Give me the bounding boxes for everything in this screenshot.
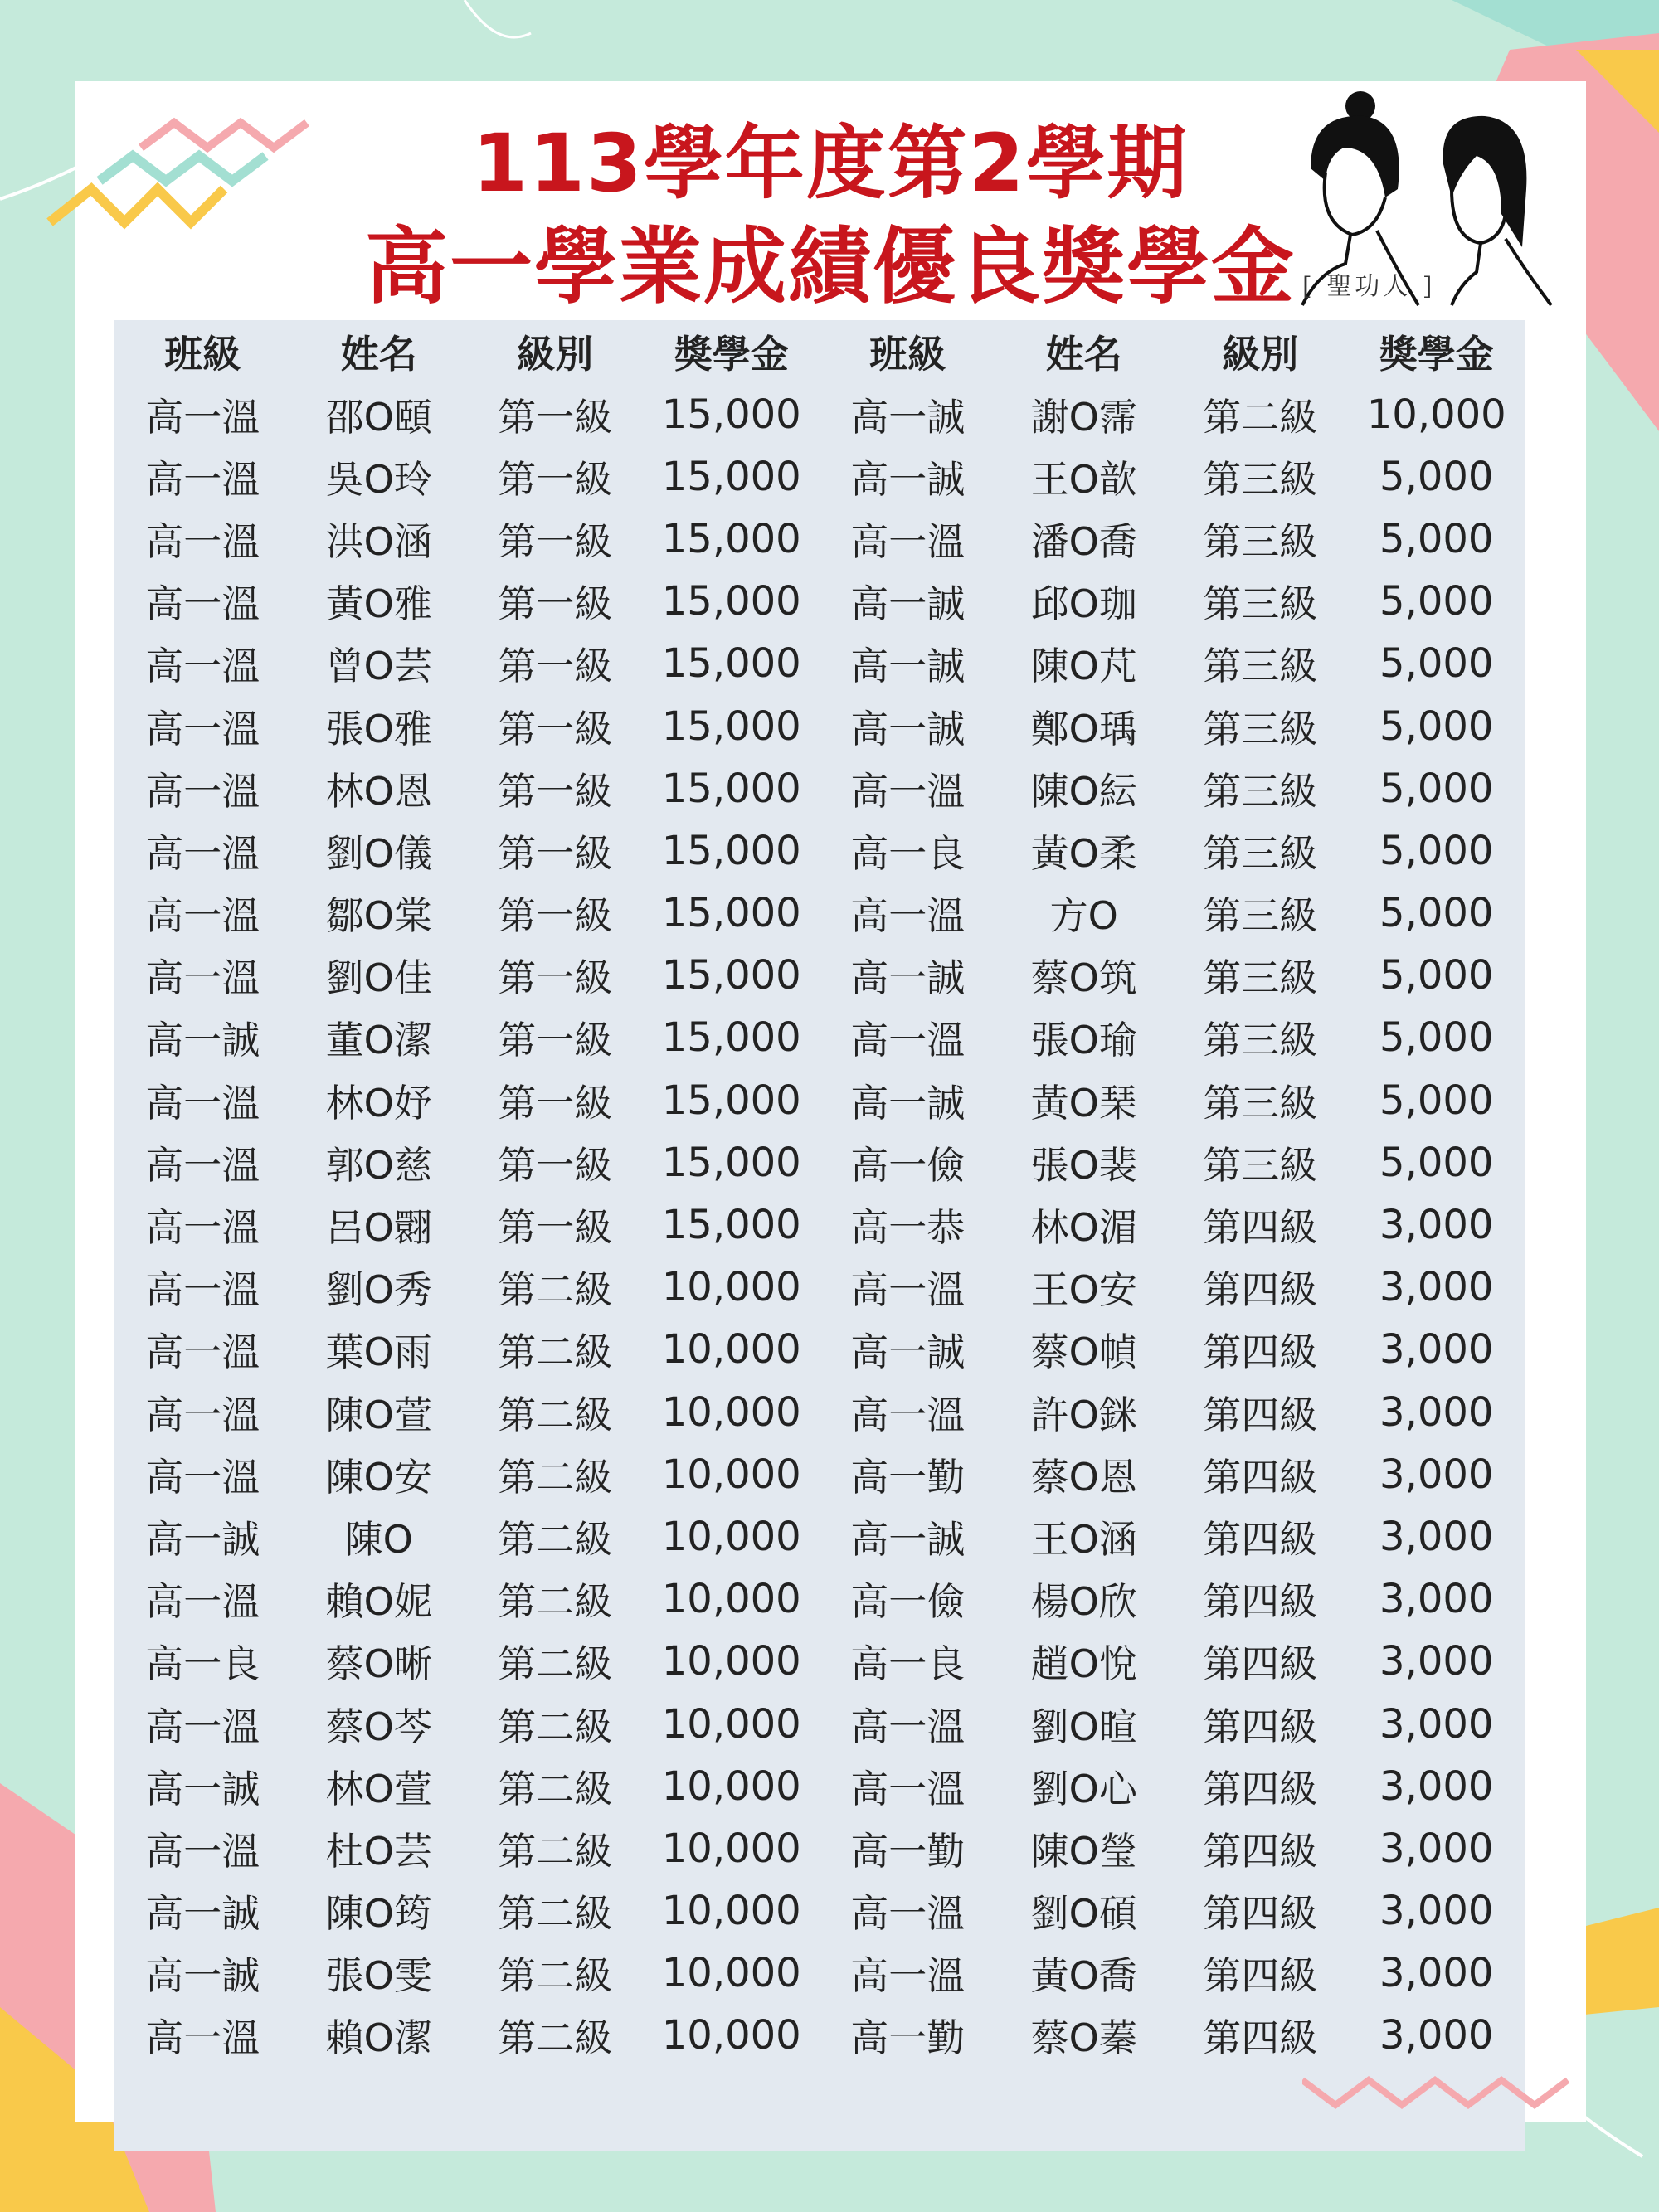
name-cell: 蔡O筑 — [1030, 955, 1137, 1001]
class-cell: 高一溫 — [850, 1018, 966, 1063]
class-cell: 高一誠 — [850, 706, 966, 751]
amount-cell: 15,000 — [661, 1202, 801, 1249]
level-cell: 第二級 — [498, 1454, 613, 1500]
level-cell: 第四級 — [1203, 1953, 1318, 1999]
level-cell: 第三級 — [1203, 768, 1318, 814]
amount-cell: 3,000 — [1379, 1451, 1494, 1498]
class-cell: 高一溫 — [145, 1330, 260, 1375]
table-header-row — [114, 320, 1525, 383]
name-cell: 呂O翾 — [325, 1205, 432, 1251]
name-cell: 曾O芸 — [325, 644, 432, 689]
name-cell: 林O恩 — [325, 768, 432, 814]
level-cell: 第四級 — [1203, 2015, 1318, 2061]
class-cell: 高一溫 — [145, 1454, 260, 1500]
class-cell: 高一恭 — [850, 1205, 966, 1251]
class-cell: 高一溫 — [145, 1392, 260, 1437]
name-cell: 陳O — [344, 1516, 413, 1562]
name-cell: 王O涵 — [1030, 1516, 1137, 1562]
name-cell: 張O雅 — [325, 706, 432, 751]
zigzag-decoration-bottom — [1302, 2055, 1601, 2122]
class-cell: 高一溫 — [145, 1579, 260, 1625]
class-cell: 高一誠 — [850, 581, 966, 627]
name-cell: 黃O喬 — [1030, 1953, 1137, 1999]
name-cell: 陳O萱 — [325, 1392, 432, 1437]
class-cell: 高一溫 — [145, 1205, 260, 1251]
name-cell: 黃O雅 — [325, 581, 432, 627]
amount-cell: 5,000 — [1379, 453, 1494, 500]
level-cell: 第一級 — [498, 456, 613, 502]
class-cell: 高一誠 — [145, 1018, 260, 1063]
table-row — [114, 882, 1525, 945]
table-row — [114, 1568, 1525, 1631]
class-cell: 高一溫 — [145, 518, 260, 564]
amount-cell: 5,000 — [1379, 640, 1494, 688]
level-cell: 第三級 — [1203, 518, 1318, 564]
name-cell: 趙O悅 — [1030, 1641, 1137, 1687]
level-cell: 第一級 — [498, 1018, 613, 1063]
scholarship-table-container — [114, 320, 1525, 2151]
level-cell: 第二級 — [1203, 394, 1318, 440]
level-cell: 第二級 — [498, 1516, 613, 1562]
table-row — [114, 445, 1525, 508]
level-cell: 第一級 — [498, 955, 613, 1001]
name-cell: 陳O紜 — [1030, 768, 1137, 814]
amount-cell: 5,000 — [1379, 515, 1494, 562]
amount-cell: 5,000 — [1379, 1014, 1494, 1062]
table-row — [114, 1194, 1525, 1256]
name-cell: 張O裴 — [1030, 1142, 1137, 1188]
name-cell: 蔡O芩 — [325, 1704, 432, 1749]
class-cell: 高一溫 — [850, 518, 966, 564]
name-cell: 邱O珈 — [1030, 581, 1137, 627]
level-cell: 第三級 — [1203, 955, 1318, 1001]
amount-cell: 5,000 — [1379, 1139, 1494, 1186]
class-cell: 高一誠 — [850, 456, 966, 502]
level-cell: 第四級 — [1203, 1454, 1318, 1500]
class-cell: 高一良 — [850, 830, 966, 876]
level-cell: 第二級 — [498, 1891, 613, 1937]
name-cell: 鄒O棠 — [325, 893, 432, 939]
level-cell: 第四級 — [1203, 1392, 1318, 1437]
class-cell: 高一溫 — [850, 1953, 966, 1999]
class-cell: 高一誠 — [145, 1953, 260, 1999]
amount-cell: 10,000 — [1366, 391, 1506, 438]
table-row — [114, 1257, 1525, 1319]
level-cell: 第四級 — [1203, 1205, 1318, 1251]
class-cell: 高一誠 — [145, 1516, 260, 1562]
table-row — [114, 1505, 1525, 1568]
level-cell: 第一級 — [498, 706, 613, 751]
class-cell: 高一溫 — [145, 456, 260, 502]
class-cell: 高一溫 — [145, 644, 260, 689]
amount-cell: 15,000 — [661, 765, 801, 812]
amount-cell: 5,000 — [1379, 702, 1494, 750]
column-header: 獎學金 — [1379, 332, 1494, 377]
class-cell: 高一儉 — [850, 1579, 966, 1625]
level-cell: 第四級 — [1203, 1330, 1318, 1375]
name-cell: 賴O妮 — [325, 1579, 432, 1625]
table-row — [114, 633, 1525, 695]
column-header: 級別 — [517, 332, 594, 377]
level-cell: 第三級 — [1203, 830, 1318, 876]
amount-cell: 10,000 — [661, 1326, 801, 1373]
class-cell: 高一誠 — [850, 955, 966, 1001]
table-row — [114, 508, 1525, 570]
class-cell: 高一勤 — [850, 1828, 966, 1874]
level-cell: 第一級 — [498, 518, 613, 564]
poster-card — [75, 81, 1586, 2122]
table-row — [114, 1381, 1525, 1443]
class-cell: 高一溫 — [850, 768, 966, 814]
table-row — [114, 1817, 1525, 1879]
level-cell: 第三級 — [1203, 456, 1318, 502]
table-row — [114, 945, 1525, 1007]
class-cell: 高一溫 — [850, 1704, 966, 1749]
name-cell: 蔡O幀 — [1030, 1330, 1137, 1375]
amount-cell: 15,000 — [661, 578, 801, 625]
column-header: 姓名 — [1045, 332, 1122, 377]
amount-cell: 15,000 — [661, 453, 801, 500]
name-cell: 陳O筠 — [325, 1891, 432, 1937]
table-row — [114, 1755, 1525, 1817]
title-line-2: 高一學業成績優良獎學金 — [365, 218, 1296, 315]
level-cell: 第一級 — [498, 830, 613, 876]
name-cell: 杜O芸 — [325, 1828, 432, 1874]
class-cell: 高一誠 — [145, 1766, 260, 1811]
amount-cell: 15,000 — [661, 702, 801, 750]
amount-cell: 10,000 — [661, 1762, 801, 1810]
class-cell: 高一溫 — [145, 955, 260, 1001]
class-cell: 高一良 — [145, 1641, 260, 1687]
name-cell: 陳O安 — [325, 1454, 432, 1500]
level-cell: 第二級 — [498, 1704, 613, 1749]
name-cell: 賴O潔 — [325, 2015, 432, 2061]
amount-cell: 15,000 — [661, 1139, 801, 1186]
class-cell: 高一溫 — [145, 830, 260, 876]
level-cell: 第四級 — [1203, 1267, 1318, 1313]
table-row — [114, 695, 1525, 757]
amount-cell: 15,000 — [661, 827, 801, 874]
level-cell: 第二級 — [498, 2015, 613, 2061]
class-cell: 高一誠 — [145, 1891, 260, 1937]
amount-cell: 15,000 — [661, 1014, 801, 1062]
column-header: 級別 — [1222, 332, 1299, 377]
level-cell: 第四級 — [1203, 1516, 1318, 1562]
level-cell: 第三級 — [1203, 581, 1318, 627]
name-cell: 劉O佳 — [325, 955, 432, 1001]
table-row — [114, 1443, 1525, 1505]
amount-cell: 5,000 — [1379, 827, 1494, 874]
level-cell: 第一級 — [498, 1205, 613, 1251]
amount-cell: 3,000 — [1379, 1700, 1494, 1748]
level-cell: 第一級 — [498, 394, 613, 440]
class-cell: 高一溫 — [145, 893, 260, 939]
level-cell: 第四級 — [1203, 1828, 1318, 1874]
level-cell: 第一級 — [498, 1142, 613, 1188]
amount-cell: 15,000 — [661, 1077, 801, 1124]
amount-cell: 5,000 — [1379, 952, 1494, 999]
level-cell: 第三級 — [1203, 1142, 1318, 1188]
amount-cell: 3,000 — [1379, 1326, 1494, 1373]
amount-cell: 3,000 — [1379, 1202, 1494, 1249]
level-cell: 第一級 — [498, 644, 613, 689]
name-cell: 黃O柔 — [1030, 830, 1137, 876]
level-cell: 第二級 — [498, 1392, 613, 1437]
amount-cell: 5,000 — [1379, 765, 1494, 812]
amount-cell: 10,000 — [661, 1264, 801, 1311]
amount-cell: 3,000 — [1379, 1888, 1494, 1935]
level-cell: 第三級 — [1203, 893, 1318, 939]
name-cell: 許O銤 — [1030, 1392, 1137, 1437]
name-cell: 鄭O瑀 — [1030, 706, 1137, 751]
name-cell: 蔡O恩 — [1030, 1454, 1137, 1500]
class-cell: 高一溫 — [850, 1766, 966, 1811]
amount-cell: 10,000 — [661, 2012, 801, 2059]
name-cell: 蔡O晰 — [325, 1641, 432, 1687]
amount-cell: 5,000 — [1379, 1077, 1494, 1124]
name-cell: 劉O暄 — [1030, 1704, 1137, 1749]
amount-cell: 15,000 — [661, 640, 801, 688]
scholarship-table — [114, 320, 1525, 2067]
name-cell: 林O湄 — [1030, 1205, 1137, 1251]
amount-cell: 3,000 — [1379, 1638, 1494, 1685]
table-row — [114, 1131, 1525, 1194]
amount-cell: 10,000 — [661, 1638, 801, 1685]
class-cell: 高一勤 — [850, 1454, 966, 1500]
table-row — [114, 757, 1525, 819]
amount-cell: 3,000 — [1379, 1950, 1494, 1997]
amount-cell: 15,000 — [661, 952, 801, 999]
name-cell: 楊O欣 — [1030, 1579, 1137, 1625]
name-cell: 葉O雨 — [325, 1330, 432, 1375]
class-cell: 高一溫 — [145, 1267, 260, 1313]
amount-cell: 15,000 — [661, 515, 801, 562]
amount-cell: 10,000 — [661, 1950, 801, 1997]
title-line-1: 113學年度第2學期 — [472, 117, 1189, 210]
class-cell: 高一溫 — [145, 2015, 260, 2061]
table-row — [114, 571, 1525, 633]
class-cell: 高一誠 — [850, 1080, 966, 1125]
name-cell: 陳O芃 — [1030, 644, 1137, 689]
name-cell: 陳O瑩 — [1030, 1828, 1137, 1874]
column-header: 獎學金 — [674, 332, 789, 377]
level-cell: 第四級 — [1203, 1579, 1318, 1625]
class-cell: 高一溫 — [850, 1392, 966, 1437]
amount-cell: 10,000 — [661, 1825, 801, 1872]
level-cell: 第二級 — [498, 1953, 613, 1999]
name-cell: 林O萱 — [325, 1766, 432, 1811]
level-cell: 第一級 — [498, 581, 613, 627]
name-cell: 洪O涵 — [325, 518, 432, 564]
column-header: 班級 — [164, 332, 241, 377]
name-cell: 劉O碩 — [1030, 1891, 1137, 1937]
name-cell: 劉O儀 — [325, 830, 432, 876]
name-cell: 張O雯 — [325, 1953, 432, 1999]
amount-cell: 10,000 — [661, 1700, 801, 1748]
amount-cell: 15,000 — [661, 890, 801, 937]
class-cell: 高一誠 — [850, 1516, 966, 1562]
amount-cell: 10,000 — [661, 1451, 801, 1498]
class-cell: 高一溫 — [145, 768, 260, 814]
amount-cell: 5,000 — [1379, 890, 1494, 937]
name-cell: 張O瑜 — [1030, 1018, 1137, 1063]
amount-cell: 10,000 — [661, 1388, 801, 1436]
class-cell: 高一溫 — [850, 1891, 966, 1937]
name-cell: 吳O玲 — [325, 456, 432, 502]
level-cell: 第二級 — [498, 1828, 613, 1874]
name-cell: 方O — [1049, 893, 1118, 939]
class-cell: 高一溫 — [145, 1828, 260, 1874]
name-cell: 劉O心 — [1030, 1766, 1137, 1811]
class-cell: 高一溫 — [145, 581, 260, 627]
level-cell: 第三級 — [1203, 1080, 1318, 1125]
amount-cell: 3,000 — [1379, 1576, 1494, 1623]
table-row — [114, 1693, 1525, 1755]
amount-cell: 10,000 — [661, 1888, 801, 1935]
class-cell: 高一溫 — [145, 1142, 260, 1188]
name-cell: 林O妤 — [325, 1080, 432, 1125]
level-cell: 第四級 — [1203, 1766, 1318, 1811]
amount-cell: 5,000 — [1379, 578, 1494, 625]
amount-cell: 3,000 — [1379, 1762, 1494, 1810]
column-header: 姓名 — [340, 332, 417, 377]
level-cell: 第二級 — [498, 1330, 613, 1375]
table-body — [114, 383, 1525, 2067]
class-cell: 高一誠 — [850, 644, 966, 689]
level-cell: 第四級 — [1203, 1641, 1318, 1687]
table-row — [114, 1007, 1525, 1069]
table-row — [114, 1631, 1525, 1693]
table-row — [114, 1319, 1525, 1381]
level-cell: 第一級 — [498, 768, 613, 814]
table-row — [114, 383, 1525, 445]
level-cell: 第二級 — [498, 1579, 613, 1625]
name-cell: 黃O琹 — [1030, 1080, 1137, 1125]
level-cell: 第三級 — [1203, 1018, 1318, 1063]
class-cell: 高一溫 — [850, 893, 966, 939]
level-cell: 第二級 — [498, 1766, 613, 1811]
amount-cell: 3,000 — [1379, 2012, 1494, 2059]
name-cell: 王O安 — [1030, 1267, 1137, 1313]
amount-cell: 3,000 — [1379, 1513, 1494, 1560]
level-cell: 第二級 — [498, 1641, 613, 1687]
level-cell: 第三級 — [1203, 706, 1318, 751]
amount-cell: 3,000 — [1379, 1264, 1494, 1311]
name-cell: 郭O慈 — [325, 1142, 432, 1188]
column-header: 班級 — [869, 332, 946, 377]
class-cell: 高一溫 — [145, 1080, 260, 1125]
class-cell: 高一溫 — [145, 394, 260, 440]
table-row — [114, 1069, 1525, 1131]
name-cell: 劉O秀 — [325, 1267, 432, 1313]
amount-cell: 3,000 — [1379, 1825, 1494, 1872]
level-cell: 第二級 — [498, 1267, 613, 1313]
class-cell: 高一溫 — [850, 1267, 966, 1313]
amount-cell: 10,000 — [661, 1513, 801, 1560]
class-cell: 高一良 — [850, 1641, 966, 1687]
amount-cell: 10,000 — [661, 1576, 801, 1623]
class-cell: 高一誠 — [850, 1330, 966, 1375]
class-cell: 高一溫 — [145, 1704, 260, 1749]
class-cell: 高一誠 — [850, 394, 966, 440]
name-cell: 王O歆 — [1030, 456, 1137, 502]
level-cell: 第一級 — [498, 893, 613, 939]
class-cell: 高一勤 — [850, 2015, 966, 2061]
class-cell: 高一儉 — [850, 1142, 966, 1188]
signature-logo: [ 聖功人 ] — [1302, 272, 1436, 301]
level-cell: 第四級 — [1203, 1704, 1318, 1749]
table-row — [114, 1880, 1525, 1942]
name-cell: 謝O霈 — [1030, 394, 1137, 440]
level-cell: 第四級 — [1203, 1891, 1318, 1937]
level-cell: 第三級 — [1203, 644, 1318, 689]
level-cell: 第一級 — [498, 1080, 613, 1125]
name-cell: 董O潔 — [325, 1018, 432, 1063]
class-cell: 高一溫 — [145, 706, 260, 751]
name-cell: 邵O頤 — [325, 394, 432, 440]
amount-cell: 15,000 — [661, 391, 801, 438]
name-cell: 潘O喬 — [1030, 518, 1137, 564]
name-cell: 蔡O蓁 — [1030, 2015, 1137, 2061]
table-row — [114, 819, 1525, 882]
table-row — [114, 1942, 1525, 2005]
amount-cell: 3,000 — [1379, 1388, 1494, 1436]
